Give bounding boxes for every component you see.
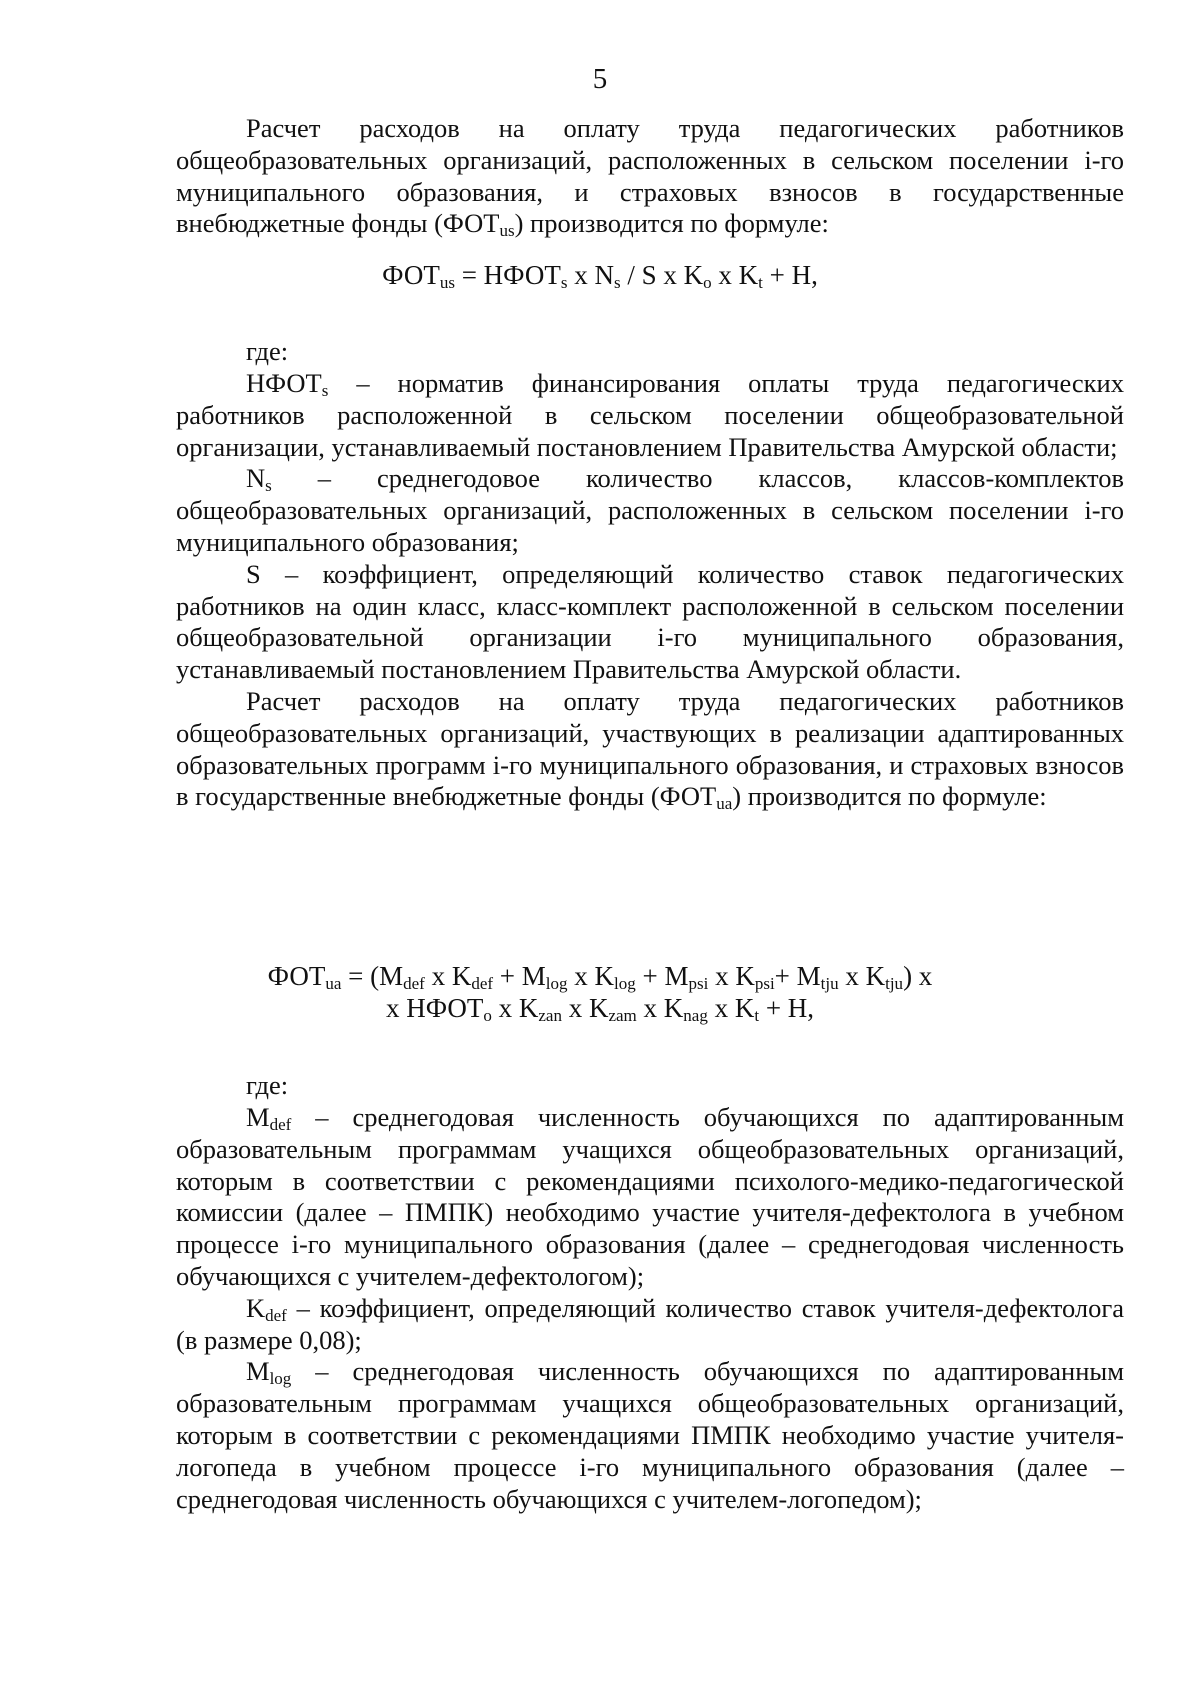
definition-mlog: $M_{log}$ – среднегодовая численность обучающихся по адаптированным образовательным программам учащихся общеобразовательных организаций, которым в соответствии с рекомендациями ПМПК необходимо участие учителя-логопеда в учебном процессе i-го муниципального образования (далее – среднегодовая численность обучающихся с учителем-логопедом); xyxy=(176,1356,1124,1514)
intro-paragraph-1: Расчет расходов на оплату труда педагогических работников общеобразовательных организаций, расположенных в сельском поселении i-го муниципального образования, и страховых взносов в государственные внебюджетные фонды $(ФОТ_{us})$ производится по формуле: xyxy=(176,113,1124,241)
definitions-1 xyxy=(176,368,1124,813)
intro-paragraph-2: Расчет расходов на оплату труда педагогических работников общеобразовательных организаций, участвующих в реализации адаптированных образовательных программ i-го муниципального образования, и страховых взносов в государственные внебюджетные фонды $(ФОТ_{ua})$ производится по формуле: xyxy=(176,685,1124,814)
definition-nfots: $НФОТ_s$ – норматив финансирования оплаты труда педагогических работников расположенной в сельском поселении общеобразовательной организации, устанавливаемый постановлением Правительства Амурской области; xyxy=(176,368,1124,462)
definition-ns: $N_s$ – среднегодовое количество классов, классов-комплектов общеобразовательных организаций, расположенных в сельском поселении i-го муниципального образования; xyxy=(176,463,1124,557)
where-label-1: где: xyxy=(246,336,289,366)
where-label-2: где: xyxy=(246,1070,289,1100)
definition-mdef: $M_{def}$ – среднегодовая численность обучающихся по адаптированным образовательным программам учащихся общеобразовательных организаций, которым в соответствии с рекомендациями психолого-медико-педагогической комиссии (далее – ПМПК) необходимо участие учителя-дефектолога в учебном процессе i-го муниципального образования (далее – среднегодовая численность обучающихся с учителем-дефектологом); xyxy=(176,1102,1124,1291)
formula-fot-ua: $ФОТ_{ua} = (M_{def}$ x $K_{def} + M_{log}$ x $K_{log} + M_{psi}$ x $K_{psi}+ M_{tju}$ x $K_{tju}$) x x $НФОТ_o$ x $K_{zan}$ x $K_{zam}$ x $K_{nag}$ x $K_t + H$, xyxy=(267,961,933,1025)
formula-fot-us: $ФОТ_{us}$ = $НФОТ_s$ x $N_s$ / S x $K_o$ x $K_t + H$, xyxy=(382,260,818,292)
definition-kdef: $K_{def}$ – коэффициент, определяющий количество ставок учителя-дефектолога (в размере 0,08); xyxy=(176,1292,1124,1355)
definitions-2 xyxy=(176,1102,1124,1515)
definition-s: S – коэффициент, определяющий количество ставок педагогических работников на один класс, класс-комплект расположенной в сельском поселении общеобразовательной организации i-го муниципального образования, устанавливаемый постановлением Правительства Амурской области. xyxy=(176,558,1124,685)
page-number: 5 xyxy=(592,63,608,95)
